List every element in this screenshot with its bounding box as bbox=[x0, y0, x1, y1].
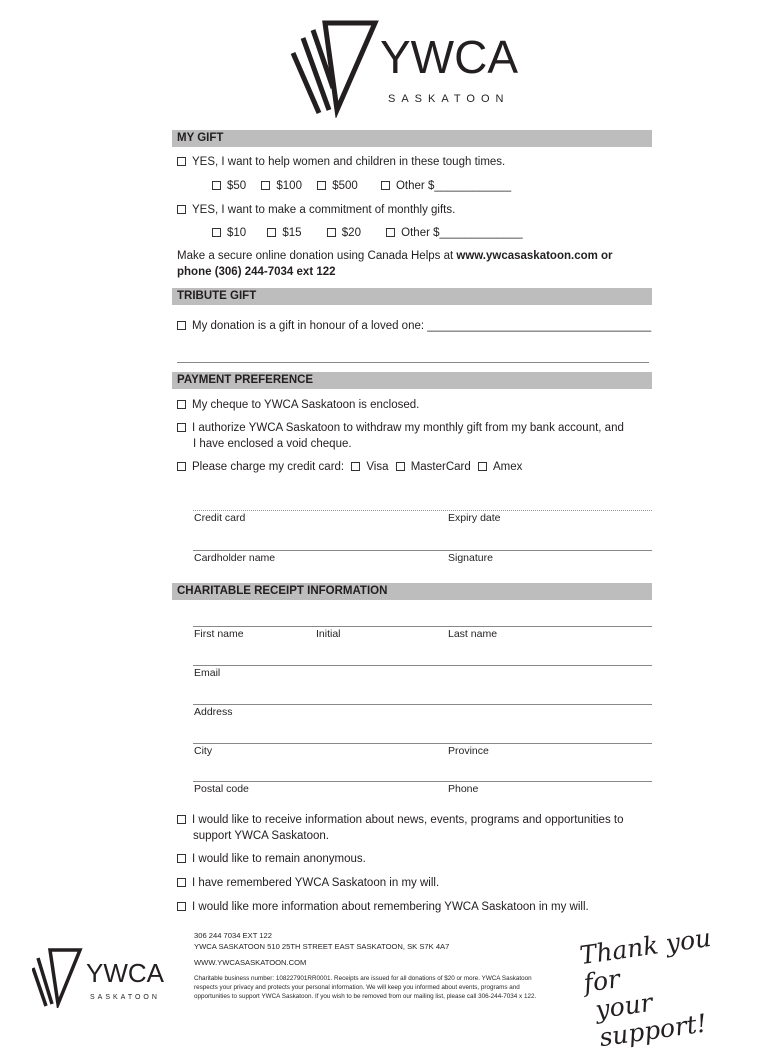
online-link[interactable]: www.ywcasaskatoon.com or bbox=[456, 250, 613, 262]
checkbox[interactable] bbox=[177, 157, 186, 166]
footer-logo-triangles-icon bbox=[33, 950, 80, 1006]
phone-text: phone (306) 244-7034 ext 122 bbox=[177, 266, 336, 278]
tribute-name-line[interactable] bbox=[177, 362, 649, 363]
logo-city: SASKATOON bbox=[388, 93, 510, 105]
initial-label: Initial bbox=[316, 628, 341, 640]
amount-10[interactable]: $10 bbox=[212, 227, 246, 239]
authorize-option-cont: I have enclosed a void cheque. bbox=[193, 438, 352, 450]
ywca-logo bbox=[285, 18, 525, 118]
monthly-amounts bbox=[212, 227, 535, 239]
footer-charity-3: opportunities to support YWCA Saskatoon. If you wish to be removed from our mailing list, please call 306-244-7034 x 122. bbox=[194, 993, 537, 1000]
province-label: Province bbox=[448, 745, 489, 757]
checkbox[interactable] bbox=[177, 462, 186, 471]
checkbox[interactable] bbox=[177, 400, 186, 409]
footer-charity-1: Charitable business number: 108227901RR0001. Receipts are issued for all donations of $20 or more. YWCA Saskatoon bbox=[194, 975, 532, 982]
credit-card-option[interactable]: Please charge my credit card: Visa MasterCard Amex bbox=[177, 461, 522, 473]
credit-card-label: Credit card bbox=[194, 512, 246, 524]
one-time-amounts bbox=[212, 180, 523, 192]
card-mastercard[interactable]: MasterCard bbox=[396, 461, 471, 473]
postal-code-label: Postal code bbox=[194, 783, 249, 795]
footer-logo bbox=[32, 948, 172, 1008]
checkbox[interactable] bbox=[177, 205, 186, 214]
thank-you-line-1: Thank you for bbox=[577, 922, 713, 998]
authorize-option[interactable]: I authorize YWCA Saskatoon to withdraw my monthly gift from my bank account, and bbox=[177, 422, 624, 434]
amount-50[interactable]: $50 bbox=[212, 180, 246, 192]
checkbox[interactable] bbox=[177, 815, 186, 824]
amount-100[interactable]: $100 bbox=[261, 180, 302, 192]
logo-wordmark: YWCA bbox=[380, 31, 518, 83]
address-line[interactable] bbox=[193, 704, 652, 705]
my-gift-header: MY GIFT bbox=[172, 130, 652, 147]
cardholder-line[interactable] bbox=[193, 550, 652, 551]
footer-phone: 306 244 7034 EXT 122 bbox=[194, 931, 272, 940]
receipt-header: CHARITABLE RECEIPT INFORMATION bbox=[172, 583, 652, 600]
more-info-option[interactable]: I would like more information about remembering YWCA Saskatoon in my will. bbox=[177, 901, 589, 913]
amount-other[interactable]: Other $____________ bbox=[381, 180, 511, 192]
email-label: Email bbox=[194, 667, 221, 679]
city-line[interactable] bbox=[193, 743, 652, 744]
last-name-label: Last name bbox=[448, 628, 498, 640]
news-option[interactable]: I would like to receive information about news, events, programs and opportunities to bbox=[177, 814, 624, 826]
checkbox[interactable] bbox=[177, 321, 186, 330]
cheque-option[interactable]: My cheque to YWCA Saskatoon is enclosed. bbox=[177, 399, 419, 411]
checkbox[interactable] bbox=[177, 902, 186, 911]
tribute-option[interactable]: My donation is a gift in honour of a loved one: ___________________________________ bbox=[177, 320, 651, 332]
thank-you-message bbox=[578, 919, 762, 1053]
footer-charity-2: respects your privacy and protects your personal information. We will keep you informed about events, programs and bbox=[194, 984, 520, 991]
credit-card-line[interactable] bbox=[193, 510, 652, 511]
payment-header: PAYMENT PREFERENCE bbox=[172, 372, 652, 389]
card-amex[interactable]: Amex bbox=[478, 461, 522, 473]
first-name-label: First name bbox=[194, 628, 244, 640]
footer-website[interactable]: WWW.YWCASASKATOON.COM bbox=[194, 958, 307, 967]
amount-20[interactable]: $20 bbox=[327, 227, 361, 239]
amount-500[interactable]: $500 bbox=[317, 180, 358, 192]
will-option[interactable]: I have remembered YWCA Saskatoon in my will. bbox=[177, 877, 439, 889]
footer-logo-wordmark: YWCA bbox=[86, 958, 164, 988]
online-donation-text: Make a secure online donation using Canada Helps at www.ywcasaskatoon.com or bbox=[177, 250, 613, 262]
amount-other-monthly[interactable]: Other $_____________ bbox=[386, 227, 523, 239]
address-label: Address bbox=[194, 706, 233, 718]
checkbox[interactable] bbox=[177, 423, 186, 432]
footer-address: YWCA SASKATOON 510 25TH STREET EAST SASKATOON, SK S7K 4A7 bbox=[194, 942, 450, 951]
tribute-header: TRIBUTE GIFT bbox=[172, 288, 652, 305]
phone-label: Phone bbox=[448, 783, 479, 795]
news-option-cont: support YWCA Saskatoon. bbox=[193, 830, 329, 842]
footer-logo-city: SASKATOON bbox=[90, 994, 160, 1001]
checkbox[interactable] bbox=[177, 854, 186, 863]
email-line[interactable] bbox=[193, 665, 652, 666]
amount-15[interactable]: $15 bbox=[267, 227, 301, 239]
expiry-label: Expiry date bbox=[448, 512, 501, 524]
monthly-option[interactable]: YES, I want to make a commitment of monthly gifts. bbox=[177, 204, 455, 216]
thank-you-line-2: your support! bbox=[593, 987, 709, 1053]
signature-label: Signature bbox=[448, 552, 493, 564]
logo-triangles-icon bbox=[293, 23, 375, 113]
anonymous-option[interactable]: I would like to remain anonymous. bbox=[177, 853, 366, 865]
card-visa[interactable]: Visa bbox=[351, 461, 388, 473]
name-line[interactable] bbox=[193, 626, 652, 627]
city-label: City bbox=[194, 745, 213, 757]
one-time-option[interactable]: YES, I want to help women and children in these tough times. bbox=[177, 156, 505, 168]
postal-line[interactable] bbox=[193, 781, 652, 782]
checkbox[interactable] bbox=[177, 878, 186, 887]
cardholder-label: Cardholder name bbox=[194, 552, 276, 564]
